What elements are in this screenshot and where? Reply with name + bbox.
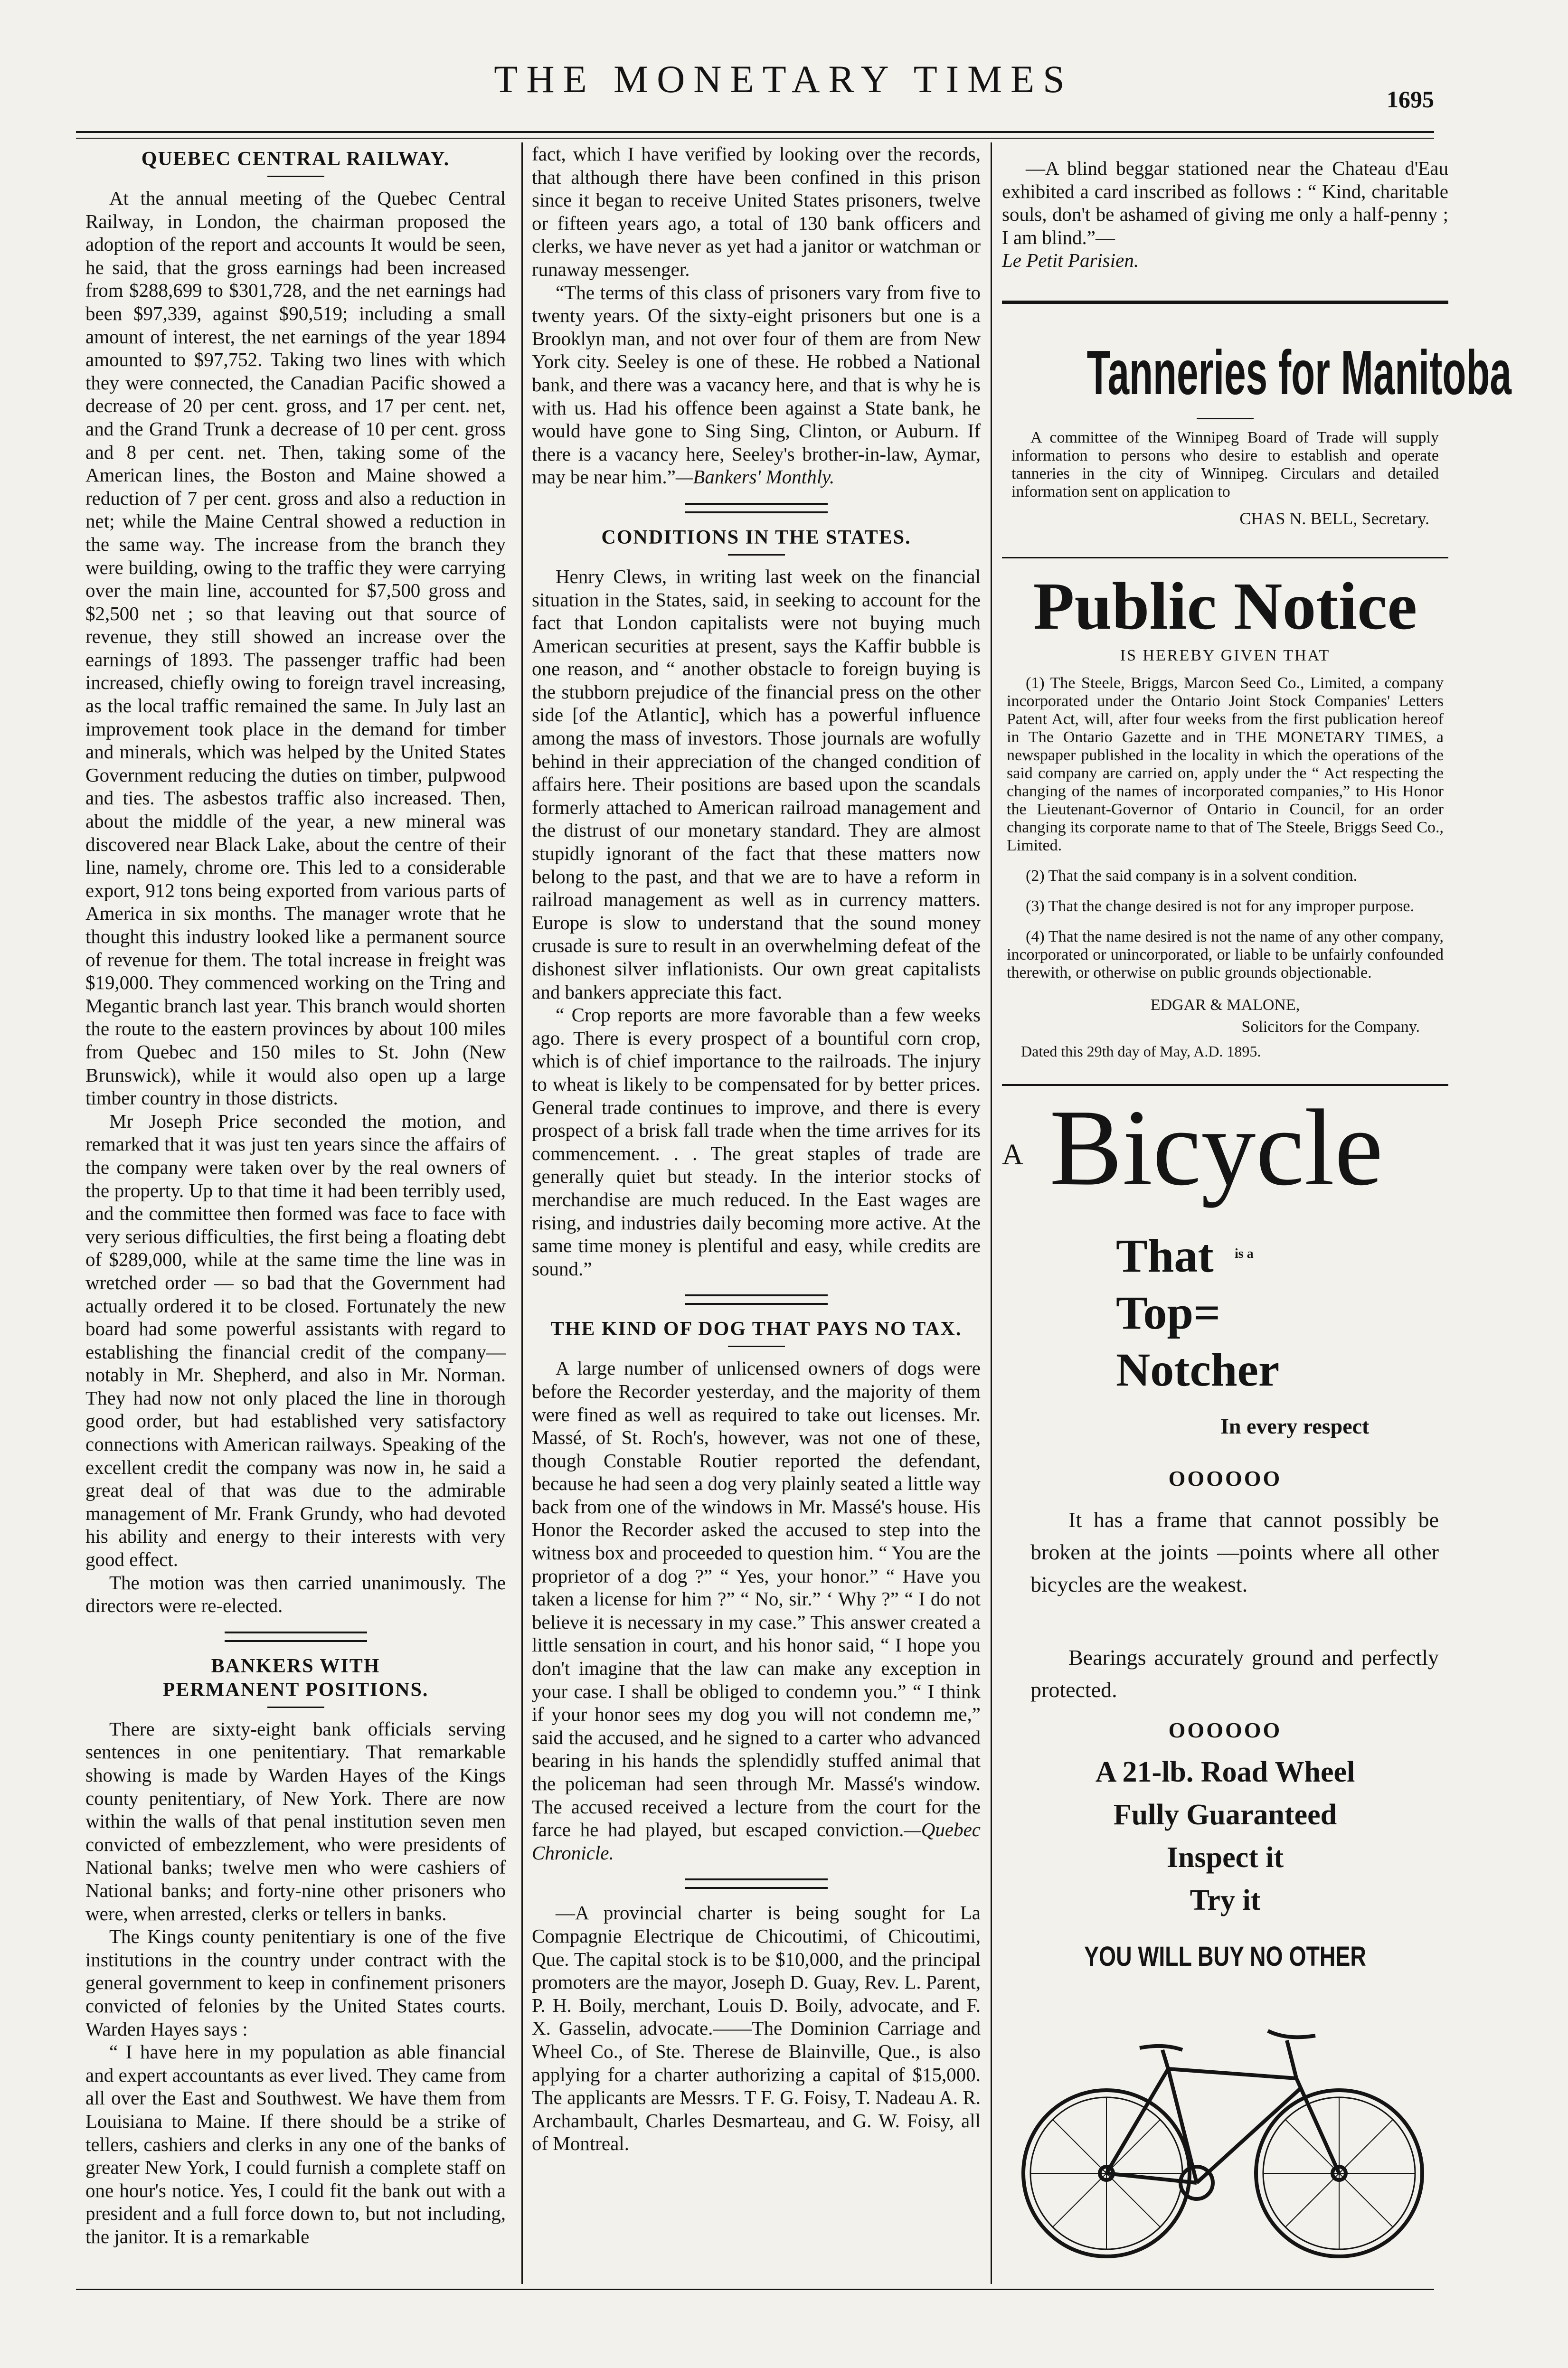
column-2 [532,142,981,2155]
public-notice-subtitle: IS HEREBY GIVEN THAT [1120,646,1331,664]
bicycle-illustration [1011,2002,1439,2268]
bicycle-ad-guaranteed: Fully Guaranteed [1113,1798,1337,1831]
bicycle-ad-buy-no-other: YOU WILL BUY NO OTHER [1084,1941,1366,1972]
section-double-rule [685,503,828,513]
bankers-paragraph-1: There are sixty-eight bank officials serving sentences in one penitentiary. That remarkable showing is made by Warden Hayes of the Kings county penitentiary, of New York. There are now within the walls of that penal institution seven men convicted of embezzlement, who were presidents of National banks; twelve men who were cashiers of National banks; and forty-nine other prisoners who were, when arrested, clerks or tellers in banks. [85,1717,506,1925]
bicycle-ad-bearings-text: Bearings accurately ground and perfectly protected. [1030,1645,1439,1702]
bankers-paragraph-3: “ I have here in my population as able financial and expert accountants as ever lived. They came from all over the East and Southwest. We have them from Louisiana to Maine. If there should be a strike of tellers, cashiers and clerks in any one of the banks of greater New York, I could furnish a complete staff on one hour's notice. Yes, I could fit the bank out with a president and a full force down to, but not including, the janitor. It is a remarkable [85,2041,506,2247]
conditions-paragraph-1: Henry Clews, in writing last week on the financial situation in the States, said, in seeking to account for the fact that London capitalists were not buying much American securities at present, says the Kaffir bubble is one reason, and “ another obstacle to foreign buying is the stubborn prejudice of the financial press on the other side [of the Atlantic], which has a powerful influence among the mass of investors. Those journals are wofully behind in their appreciation of the changed condition of affairs here. Their positions are based upon the scandals formerly attached to American railroad management and the distrust of our monetary standard. They are almost stupidly ignorant of the fact that these matters now belong to the past, and that we are to have a reform in railroad management as well as in currency matters. Europe is slow to understand that the sound money crusade is sure to result in an overwhelming defeat of the dishonest silver inflationists. Our own great capitalists and bankers appreciate this fact. [532,565,981,1003]
bicycle-ad-try: Try it [1190,1884,1261,1916]
blind-beggar-item [1002,157,1448,272]
page-number: 1695 [1387,86,1434,113]
tanneries-ad-body: A committee of the Winnipeg Board of Trade will supply information to persons who desire to establish and operate tanneries in the city of Winnipeg. Circulars and detailed information sent on application to [1011,428,1439,500]
bankers-continued-paragraph-1: fact, which I have verified by looking over the records, that although there have been confined in this prison since it began to receive United States prisoners, twelve or fifteen years ago, a total of 130 bank officers and clerks, we have never as yet had a janitor or watchman or runaway messenger. [532,143,981,280]
ad-dash [1197,418,1254,419]
public-notice-clause-4: (4) That the name desired is not the name of any other company, incorporated or unincorporated, or liable to be unfairly confounded therewith, or otherwise on public grounds objectionable. [1007,927,1444,981]
ad-rule [1002,301,1448,304]
public-notice-signature-2: Solicitors for the Company. [1241,1018,1420,1036]
bankers-paragraph-2: The Kings county penitentiary is one of the five institutions in the country under contract with the general government to keep in confinement prisoners convicted of felonies by the United States courts. Warden Hayes says : [85,1925,506,2040]
column-1 [85,142,506,2248]
bankers-heading: BANKERS WITH PERMANENT POSITIONS. [162,1655,429,1701]
conditions-heading: CONDITIONS IN THE STATES. [601,526,911,548]
footer-rule [76,2289,1434,2290]
column-divider-2 [991,142,992,2284]
bicycle-ad-ornament: OOOOOO [1168,1717,1282,1742]
bankers-continued-text: “The terms of this class of prisoners vary from five to twenty years. Of the sixty-eight prisoners but one is a Brooklyn man, and not over four of them are from New York city. Seeley is one of these. He robbed a National bank, and there was a vacancy here, and that is why he is with us. Had his offence been against a State bank, he would have gone to Sing Sing, Clinton, or Auburn. If there is a vacancy here, Seeley's brother-in-law, Aymar, may be near him.” [532,281,981,488]
heading-dash [267,176,324,177]
bicycle-ad-road-wheel: A 21-lb. Road Wheel [1095,1755,1355,1788]
section-double-rule [685,1294,828,1305]
bicycle-ad-that: That [1116,1229,1214,1282]
bicycle-ad-every-respect: In every respect [1220,1414,1370,1438]
conditions-paragraph-2: “ Crop reports are more favorable than a few weeks ago. There is every prospect of a bountiful corn crop, which is of chief importance to the railroads. The injury to wheat is likely to be compensated for by better prices. General trade continues to improve, and there is every prospect of a brisk fall trade when the time arrives for its commencement. . . The great staples of trade are generally quiet but steady. In the interior stocks of merchandise are much reduced. In the East wages are rising, and industries daily becoming more active. At the same time money is plentiful and easy, while credits are sound.” [532,1004,981,1280]
column-3 [1002,142,1511,2368]
bicycle-ad-is-a: is a [1235,1246,1254,1261]
quebec-central-paragraph-1: At the annual meeting of the Quebec Central Railway, in London, the chairman proposed the adoption of the report and accounts It would be seen, he said, that the gross earnings had been increased from $288,699 to $301,728, and the net earnings had been $97,339, against $90,519; including a small amount of interest, the net earnings of the year 1894 amounted to $97,752. Taking two lines with which they were connected, the Canadian Pacific showed a decrease of 20 per cent. gross, and 17 per cent. net, and the Grand Trunk a decrease of 10 per cent. gross and 8 per cent. net. Then, taking some of the American lines, the Boston and Maine showed a reduction of 7 per cent. gross and also a reduction in net; while the Maine Central showed a reduction in the same way. The increase from the branch they were building, owing to the traffic they were carrying over the main line, accounted for $7,500 gross and $2,500 net ; so that leaving out that source of revenue, they still showed an increase over the earnings of 1893. The passenger traffic had been increased, chiefly owing to foreign travel increasing, as the local traffic remained the same. In July last an improvement took place in the demand for timber and minerals, which was helped by the United States Government reducing the duties on timber, pulpwood and ties. The asbestos traffic also increased. Then, about the middle of the year, a new mineral was discovered near Black Lake, about the centre of their line, namely, chrome ore. This led to a considerable export, 912 tons being exported from various parts of America in six months. The manager wrote that he thought this industry looked like a permanent source of revenue for them. The total increase in freight was $19,000. They commenced working on the Tring and Megantic branch last year. This branch would shorten the route to the eastern provinces by about 100 miles from Quebec and 150 miles to St. John (New Brunswick), while it would also open up a large timber country in those districts. [85,187,506,1109]
quebec-central-heading: QUEBEC CENTRAL RAILWAY. [141,148,450,170]
public-notice-clause-1: (1) The Steele, Briggs, Marcon Seed Co., Limited, a company incorporated under the Ontario Joint Stock Companies' Letters Patent Act, will, after four weeks from the first publication hereof in The Ontario Gazette and in THE MONETARY TIMES, a newspaper published in the locality in which the operations of the said company are carried on, apply under the “ Act respecting the changing of the names of incorporated companies,” to His Honor the Lieutenant-Governor of Ontario in Council, for an order changing its corporate name to that of The Steele, Briggs Seed Co., Limited. [1007,674,1444,854]
bicycle-ad [1002,1086,1448,2368]
provincial-charter-paragraph: —A provincial charter is being sought for La Compagnie Electrique de Chicoutimi, of Chicoutimi, Que. The capital stock is to be $10,000, and the principal promoters are the mayor, Joseph D. Guay, Rev. L. Parent, P. H. Boily, merchant, Louis D. Boily, advocate, and F. X. Gasselin, advocate.——The Dominion Carriage and Wheel Co., of Ste. Therese de Blainville, Que., is also applying for a charter authorizing a capital of $15,000. The applicants are Messrs. T F. G. Foisy, T. Nadeau A. R. Archambault, Charles Desmarteau, and G. W. Foisy, all of Montreal. [532,1902,981,2155]
header-rule-bottom [76,138,1434,139]
tanneries-ad-signature: CHAS N. BELL, Secretary. [1239,509,1429,528]
dog-tax-heading: THE KIND OF DOG THAT PAYS NO TAX. [550,1318,962,1340]
public-notice-clause-3: (3) That the change desired is not for any improper purpose. [1026,897,1414,915]
tanneries-ad-title: Tanneries for Manitoba [1086,337,1511,407]
quebec-central-paragraph-3: The motion was then carried unanimously. The directors were re-elected. [85,1571,506,1617]
bankers-continued-paragraph-2 [532,281,981,489]
quebec-chronicle-source: —Quebec Chronicle. [532,1819,981,1864]
column-divider-1 [521,142,523,2284]
bicycle-ad-title: Bicycle [1049,1086,1383,1208]
public-notice-clause-2: (2) That the said company is in a solvent condition. [1026,867,1358,885]
bankers-monthly-source: —Bankers' Monthly. [675,466,835,488]
section-double-rule [225,1632,367,1642]
quebec-central-paragraph-2: Mr Joseph Price seconded the motion, and remarked that it was just ten years since the affairs of the company were taken over by the real owners of the property. Up to that time it had been terribly used, and the committee then formed was face to face with very serious difficulties, the first being a floating debt of $289,000, while at the same time the line was in wretched order — so bad that the Government had actually ordered it to be closed. Fortunately the new board had some powerful assistants with regard to establishing the financial credit of the company—notably in Mr. Shepherd, and also in Mr. Norman. They had now not only placed the line in thorough good order, but had established very satisfactory connections with American railways. Speaking of the excellent credit the company was now in, he said a great deal of that was due to the admirable management of Mr. Frank Grundy, who had devoted his ability and energy to their interests with very good effect. [85,1110,506,1571]
masthead-title: THE MONETARY TIMES [494,57,1073,101]
header-rule-top [76,131,1434,133]
bicycle-ad-a: A [1002,1138,1023,1171]
le-petit-parisien-source: Le Petit Parisien. [1002,249,1139,272]
bicycle-ad-inspect: Inspect it [1166,1841,1284,1874]
heading-dash [728,554,785,556]
public-notice-date: Dated this 29th day of May, A.D. 1895. [1021,1042,1261,1060]
public-notice-signature-1: EDGAR & MALONE, [1150,996,1300,1014]
blind-beggar-paragraph: —A blind beggar stationed near the Chateau d'Eau exhibited a card inscribed as follows : “ Kind, charitable souls, don't be ashamed of giving me only a half-penny ; I am blind.”— [1002,157,1448,248]
bicycle-ad-top: Top= [1116,1286,1221,1339]
public-notice-title: Public Notice [1033,568,1417,643]
heading-dash [267,1707,324,1708]
bicycle-ad-ornament: OOOOOO [1168,1466,1282,1491]
dog-tax-text: A large number of unlicensed owners of dogs were before the Recorder yesterday, and the majority of them were fined as well as required to take out licenses. Mr. Massé, of St. Roch's, however, was not one of these, though Constable Routier reported the defendant, because he had seen a dog very plainly seated a little way back from one of the windows in Mr. Massé's house. His Honor the Recorder asked the accused to step into the witness box and proceeded to question him. “ You are the proprietor of a dog ?” “ Yes, your honor.” “ Have you taken a license for him ?” “ No, sir.” ‘ Why ?” “ I do not believe it is necessary in my case.” This answer created a little sensation in court, and his honor said, “ I hope you don't imagine that the law can make any exception in your case. I shall be obliged to condemn you.” “ I think if your honor sees my dog you will not condemn me,” said the accused, and he signed to a carter who advanced bearing in his hands the splendidly stuffed animal that the policeman had seen through Mr. Massé's window. The accused received a lecture from the court for the farce he had played, but escaped conviction. [532,1357,981,1841]
bicycle-ad-frame-text: It has a frame that cannot possibly be broken at the joints —points where all other bicycles are the weakest. [1030,1507,1439,1596]
dog-tax-paragraph [532,1357,981,1864]
bicycle-ad-notcher: Notcher [1116,1343,1280,1396]
heading-dash [728,1346,785,1347]
section-double-rule [685,1878,828,1889]
ad-rule [1002,557,1448,558]
